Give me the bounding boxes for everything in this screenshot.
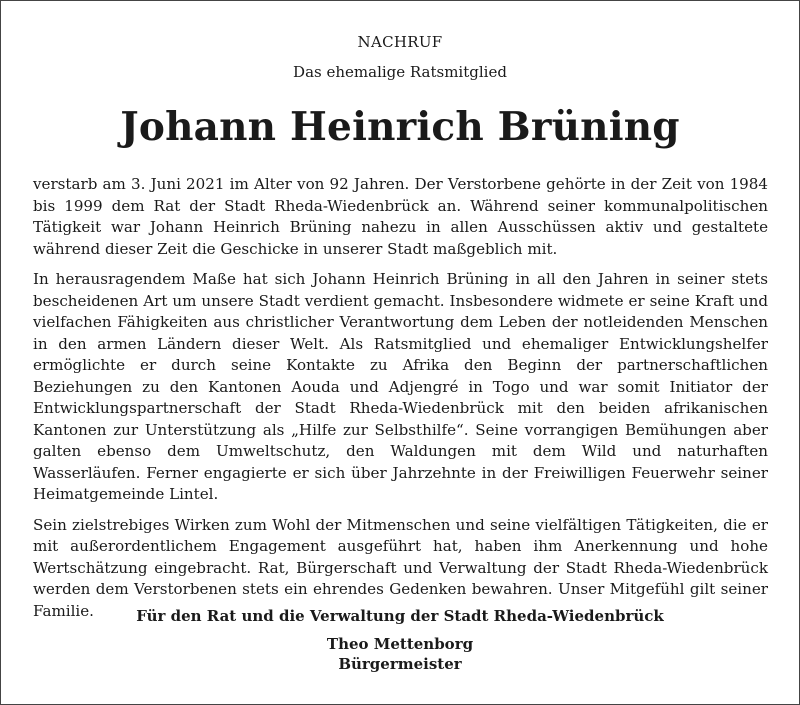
signature-person: Theo Mettenborg — [326, 635, 474, 653]
body-paragraph-3: Sein zielstrebiges Wirken zum Wohl der Mitmenschen und seine vielfältigen Tätigkeiten, die er mit außerordentlichem Engagement ausgeführt hat, haben ihm Anerkennung und hohe Wertschätzung eingebracht. Rat, Bürgerschaft und Verwaltung der Stadt Rheda-Wiedenbrück werden dem Verstorbenen stets ein ehrendes Gedenken bewahren. Unser Mitgefühl gilt seiner Familie. — [33, 515, 768, 620]
notice-heading: NACHRUF — [357, 33, 443, 51]
signature-block — [0, 606, 800, 674]
notice-body — [33, 174, 768, 631]
signature-role: Bürgermeister — [338, 655, 462, 673]
signature-organization: Für den Rat und die Verwaltung der Stadt Rheda-Wiedenbrück — [136, 607, 664, 625]
body-paragraph-1: verstarb am 3. Juni 2021 im Alter von 92 Jahren. Der Verstorbene gehörte in der Zeit von 1984 bis 1999 dem Rat der Stadt Rheda-Wiedenbrück an. Während seiner kommunalpolitischen Tätigkeit war Johann Heinrich Brüning nahezu in allen Ausschüssen aktiv und gestaltete während dieser Zeit die Geschicke in unserer Stadt maßgeblich mit. — [33, 175, 768, 258]
notice-subheading: Das ehemalige Ratsmitglied — [293, 63, 507, 81]
deceased-name: Johann Heinrich Brüning — [120, 104, 680, 150]
body-paragraph-2: In herausragendem Maße hat sich Johann Heinrich Brüning in all den Jahren in seiner stets bescheidenen Art um unsere Stadt verdient gemacht. Insbesondere widmete er seine Kraft und vielfachen Fähigkeiten aus christlicher Verantwortung dem Leben der notleidenden Menschen in den armen Ländern dieser Welt. Als Ratsmitglied und ehemaliger Entwicklungshelfer ermöglichte er durch seine Kontakte zu Afrika den Beginn der partnerschaftlichen Beziehungen zu den Kantonen Aouda und Adjengré in Togo und war somit Initiator der Entwicklungspartnerschaft der Stadt Rheda-Wiedenbrück mit den beiden afrikanischen Kantonen zur Unterstützung als „Hilfe zur Selbsthilfe“. Seine vorrangigen Bemühungen aber galten ebenso dem Umweltschutz, den Waldungen mit dem Wild und naturhaften Wasserläufen. Ferner engagierte er sich über Jahrzehnte in der Freiwilligen Feuerwehr seiner Heimatgemeinde Lintel. — [33, 270, 768, 503]
